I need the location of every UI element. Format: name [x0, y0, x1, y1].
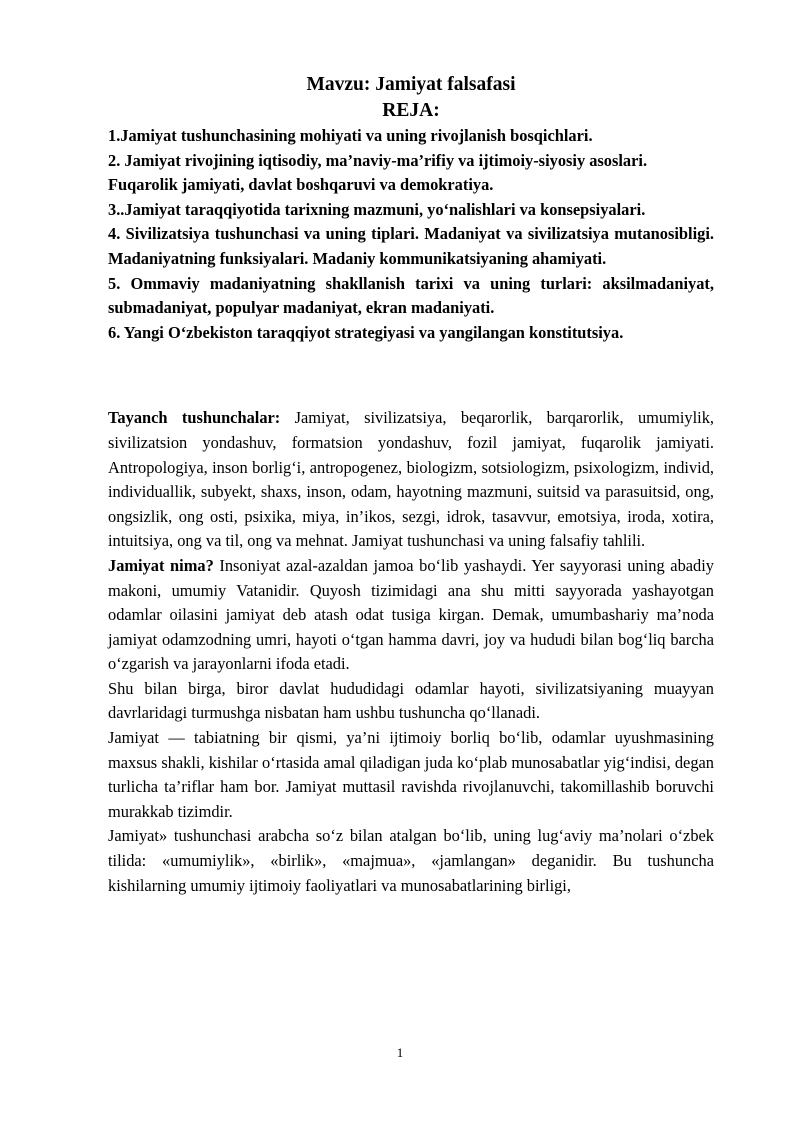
plan-item: 1.Jamiyat tushunchasining mohiyati va uning rivojlanish bosqichlari.: [108, 126, 593, 145]
plan-item: 2. Jamiyat rivojining iqtisodiy, ma’naviy-ma’rifiy va ijtimoiy-siyosiy asoslari.: [108, 150, 648, 170]
definition-label: Jamiyat nima?: [108, 555, 214, 575]
body-paragraph: Jamiyat» tushunchasi arabcha so‘z bilan atalgan bo‘lib, uning lug‘aviy ma’nolari o‘zbek tilida: «umumiylik», «birlik», «majmua», «jamlangan» deganidir. Bu tushuncha kishilarning umumiy ijtimoiy faoliyatlari va munosabatlarining birligi,: [108, 826, 714, 895]
plan-item: Fuqarolik jamiyati, davlat boshqaruvi va demokratiya.: [108, 175, 494, 195]
plan-item: 3..Jamiyat taraqqiyotida tarixning mazmuni, yo‘nalishlari va konsepsiyalari.: [108, 199, 646, 219]
keywords-text: Jamiyat, sivilizatsiya, beqarorlik, barqarorlik, umumiylik, sivilizatsion yondashuv, formatsion yondashuv, fozil jamiyat, fuqarolik jamiyati. Antropologiya, inson borlig‘i, antropogenez, biologizm, sotsiologizm, psixologizm, individ, individuallik, subyekt, shaxs, inson, odam, hayotning mazmuni, suitsid va parasuitsid, ong, ongsizlik, ong osti, psixika, miya, in’ikos, sezgi, idrok, tasavvur, emotsiya, iroda, xotira, intuitsiya, ong va til, ong va mehnat. Jamiyat tushunchasi va uning falsafiy tahlili.: [108, 408, 714, 551]
plan-heading: REJA:: [382, 100, 440, 121]
page-number: 1: [396, 1045, 404, 1060]
keywords-label: Tayanch tushunchalar:: [108, 408, 281, 428]
definition-text: Insoniyat azal-azaldan jamoa bo‘lib yashaydi. Yer sayyorasi uning abadiy makoni, umumiy Vatanidir. Quyosh tizimidagi ana shu mitti sayyorada yashayotgan odamlar oilasini jamiyat deb atash odat tusiga kirgan. Demak, umumbashariy ma’noda jamiyat odamzodning umri, hayoti o‘tgan hamma davri, joy va hududi bilan bog‘liq barcha o‘zgarish va jarayonlarni ifoda etadi.: [108, 555, 714, 674]
plan-item: 5. Ommaviy madaniyatning shakllanish tarixi va uning turlari: aksilmadaniyat, submadaniyat, populyar madaniyat, ekran madaniyati.: [108, 273, 714, 318]
plan-item: 6. Yangi O‘zbekiston taraqqiyot strategiyasi va yangilangan konstitutsiya.: [108, 322, 624, 342]
plan-item: 4. Sivilizatsiya tushunchasi va uning tiplari. Madaniyat va sivilizatsiya mutanosibligi. Madaniyatning funksiyalari. Madaniy kommunikatsiyaning ahamiyati.: [108, 224, 714, 268]
section-spacer: [108, 345, 714, 406]
body-paragraph: Jamiyat — tabiatning bir qismi, ya’ni ijtimoiy borliq bo‘lib, odamlar uyushmasining maxsus shakli, kishilar o‘rtasida amal qiladigan juda ko‘plab munosabatlar yig‘indisi, degan turlicha ta’riflar ham bor. Jamiyat muttasil ravishda rivojlanuvchi, takomillashib boruvchi murakkab tizimdir.: [108, 728, 714, 821]
plan-list: [108, 124, 714, 345]
document-page: [108, 72, 714, 898]
definition-paragraph: [108, 554, 714, 677]
keywords-paragraph: [108, 406, 714, 554]
body-paragraph: Shu bilan birga, biror davlat hududidagi odamlar hayoti, sivilizatsiyaning muayyan davrlaridagi turmushga nisbatan ham ushbu tushuncha qo‘llanadi.: [108, 678, 714, 723]
page-title: Mavzu: Jamiyat falsafasi: [306, 74, 516, 95]
